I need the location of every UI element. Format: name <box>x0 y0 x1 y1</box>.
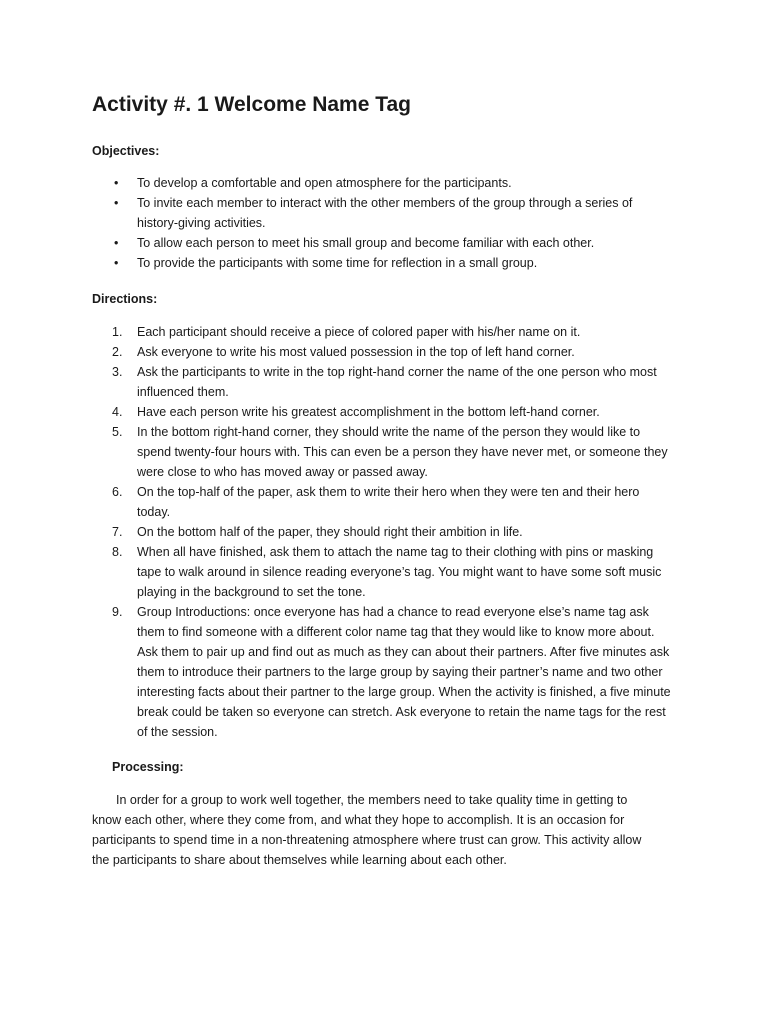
direction-item <box>92 482 672 522</box>
objective-item <box>92 173 672 193</box>
direction-text: Ask the participants to write in the top right-hand corner the name of the one person who most influenced them. <box>137 364 657 399</box>
direction-number: 6. <box>112 484 123 499</box>
direction-number: 9. <box>112 604 123 619</box>
direction-text: Group Introductions: once everyone has had a chance to read everyone else’s name tag ask them to find someone with a different color name tag that they would like to know more about. Ask them to pair up and find out as much as they can about their partners. After five minutes ask them to introduce their partners to the large group by saying their partner’s name and two other interesting facts about their partner to the large group. When the activity is finished, a five minute break could be taken so everyone can stretch. Ask everyone to retain the name tags for the rest of the session. <box>137 604 671 739</box>
objective-item <box>92 193 672 233</box>
direction-number: 2. <box>112 344 123 359</box>
direction-text: When all have finished, ask them to attach the name tag to their clothing with pins or masking tape to walk around in silence reading everyone’s tag. You might want to have some soft music playing in the background to set the tone. <box>137 544 662 599</box>
objective-text: To invite each member to interact with the other members of the group through a series of history-giving activities. <box>137 196 633 231</box>
processing-paragraph: In order for a group to work well together, the members need to take quality time in getting to know each other, where they come from, and what they hope to accomplish. It is an occasion for participants to spend time in a non-threatening atmosphere where trust can grow. This activity allow the participants to share about themselves while learning about each other. <box>92 792 642 867</box>
document-page <box>92 92 672 870</box>
objectives-heading: Objectives: <box>92 144 160 159</box>
bullet-icon: • <box>114 196 119 211</box>
direction-text: Have each person write his greatest accomplishment in the bottom left-hand corner. <box>137 404 600 419</box>
direction-item <box>92 522 672 542</box>
objectives-list <box>92 173 672 273</box>
direction-text: Each participant should receive a piece of colored paper with his/her name on it. <box>137 324 581 339</box>
directions-heading: Directions: <box>92 292 158 307</box>
bullet-icon: • <box>114 176 119 191</box>
direction-number: 4. <box>112 404 123 419</box>
bullet-icon: • <box>114 256 119 271</box>
objective-item <box>92 233 672 253</box>
direction-number: 3. <box>112 364 123 379</box>
document-title: Activity #. 1 Welcome Name Tag <box>92 93 412 116</box>
objective-text: To develop a comfortable and open atmosphere for the participants. <box>137 176 512 191</box>
direction-item <box>92 542 672 602</box>
objective-item <box>92 253 672 273</box>
bullet-icon: • <box>114 236 119 251</box>
objective-text: To allow each person to meet his small group and become familiar with each other. <box>137 236 595 251</box>
direction-text: In the bottom right-hand corner, they should write the name of the person they would like to spend twenty-four hours with. This can even be a person they have never met, or someone they were close to who has moved away or passed away. <box>137 424 668 479</box>
direction-number: 7. <box>112 524 123 539</box>
direction-number: 1. <box>112 324 123 339</box>
direction-text: On the top-half of the paper, ask them to write their hero when they were ten and their hero today. <box>137 484 640 519</box>
direction-item <box>92 362 672 402</box>
direction-item <box>92 402 672 422</box>
direction-item <box>92 602 672 742</box>
direction-number: 5. <box>112 424 123 439</box>
direction-text: Ask everyone to write his most valued possession in the top of left hand corner. <box>137 344 575 359</box>
direction-item <box>92 422 672 482</box>
processing-heading: Processing: <box>112 759 184 774</box>
directions-list <box>92 322 672 742</box>
direction-number: 8. <box>112 544 123 559</box>
direction-text: On the bottom half of the paper, they should right their ambition in life. <box>137 524 523 539</box>
direction-item <box>92 322 672 342</box>
direction-item <box>92 342 672 362</box>
objective-text: To provide the participants with some time for reflection in a small group. <box>137 256 538 271</box>
